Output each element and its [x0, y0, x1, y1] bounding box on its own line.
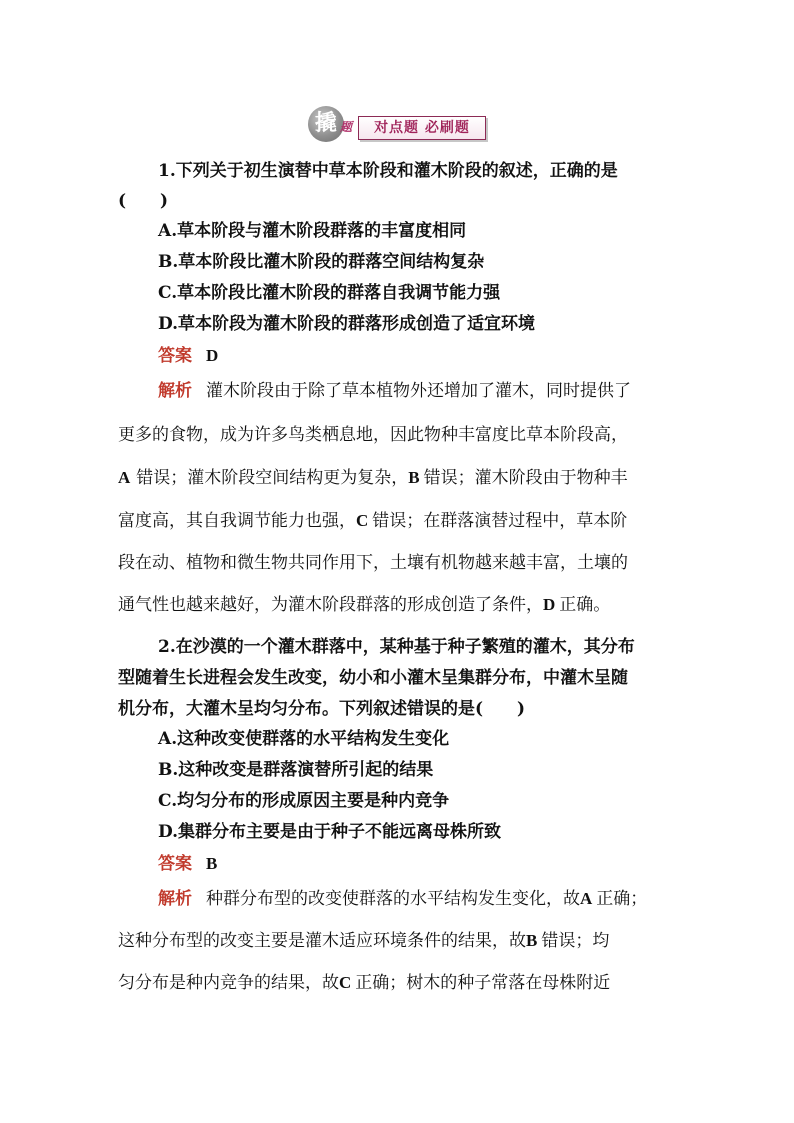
q2-option-b: B.这种改变是群落演替所引起的结果 — [158, 760, 434, 780]
q2-explain-line-3: 匀分布是种内竞争的结果，故C 正确；树木的种子常落在母株附近 — [118, 973, 611, 993]
q1-explain-line-3: A 错误；灌木阶段空间结构更为复杂，B 错误；灌木阶段由于物种丰 — [118, 468, 628, 488]
q1-option-a: A.草本阶段与灌木阶段群落的丰富度相同 — [158, 221, 467, 241]
q2-stem-line-3: 机分布，大灌木呈均匀分布。下列叙述错误的是( ) — [118, 699, 526, 719]
q1-explain-line-5: 段在动、植物和微生物共同作用下，土壤有机物越来越丰富，土壤的 — [118, 553, 628, 573]
q1-explain-label: 解析 — [158, 381, 192, 401]
section-banner — [308, 104, 488, 144]
banner-label: 对点题 必刷题 — [358, 116, 486, 140]
q1-explain-line-6: 通气性也越来越好，为灌木阶段群落的形成创造了条件，D 正确。 — [118, 595, 611, 615]
q2-stem-line-2: 型随着生长进程会发生改变，幼小和小灌木呈集群分布，中灌木呈随 — [118, 668, 628, 688]
q1-explain-line-2: 更多的食物，成为许多鸟类栖息地，因此物种丰富度比草本阶段高， — [118, 425, 628, 445]
banner-badge-icon: 撬 — [308, 106, 344, 142]
q2-answer-label: 答案 — [158, 854, 192, 874]
q2-explain-label: 解析 — [158, 889, 192, 909]
q1-stem-line-1: 1.下列关于初生演替中草本阶段和灌木阶段的叙述，正确的是 — [158, 161, 618, 181]
q1-stem-line-2: ( ) — [118, 191, 169, 211]
banner-small-char: 题 — [340, 120, 353, 134]
q1-answer-value: D — [206, 346, 219, 365]
q1-explain-line-1: 解析 灌木阶段由于除了草本植物外还增加了灌木，同时提供了 — [158, 381, 631, 401]
q1-answer-label: 答案 — [158, 346, 192, 366]
q1-option-b: B.草本阶段比灌木阶段的群落空间结构复杂 — [158, 252, 485, 272]
q1-answer-row — [158, 345, 218, 367]
q2-answer-row — [158, 853, 217, 875]
q2-stem-line-1: 2.在沙漠的一个灌木群落中，某种基于种子繁殖的灌木，其分布 — [158, 637, 635, 657]
q2-explain-line-2: 这种分布型的改变主要是灌木适应环境条件的结果，故B 错误；均 — [118, 931, 610, 951]
q2-answer-value: B — [206, 854, 218, 873]
q1-option-c: C.草本阶段比灌木阶段的群落自我调节能力强 — [158, 283, 501, 303]
q1-option-d: D.草本阶段为灌木阶段的群落形成创造了适宜环境 — [158, 314, 536, 334]
q2-option-a: A.这种改变使群落的水平结构发生变化 — [158, 729, 450, 749]
q2-explain-line-1: 解析 种群分布型的改变使群落的水平结构发生变化，故A 正确； — [158, 889, 648, 909]
q2-option-d: D.集群分布主要是由于种子不能远离母株所致 — [158, 822, 502, 842]
q2-option-c: C.均匀分布的形成原因主要是种内竞争 — [158, 791, 450, 811]
q1-explain-line-4: 富度高，其自我调节能力也强，C 错误；在群落演替过程中，草本阶 — [118, 511, 628, 531]
